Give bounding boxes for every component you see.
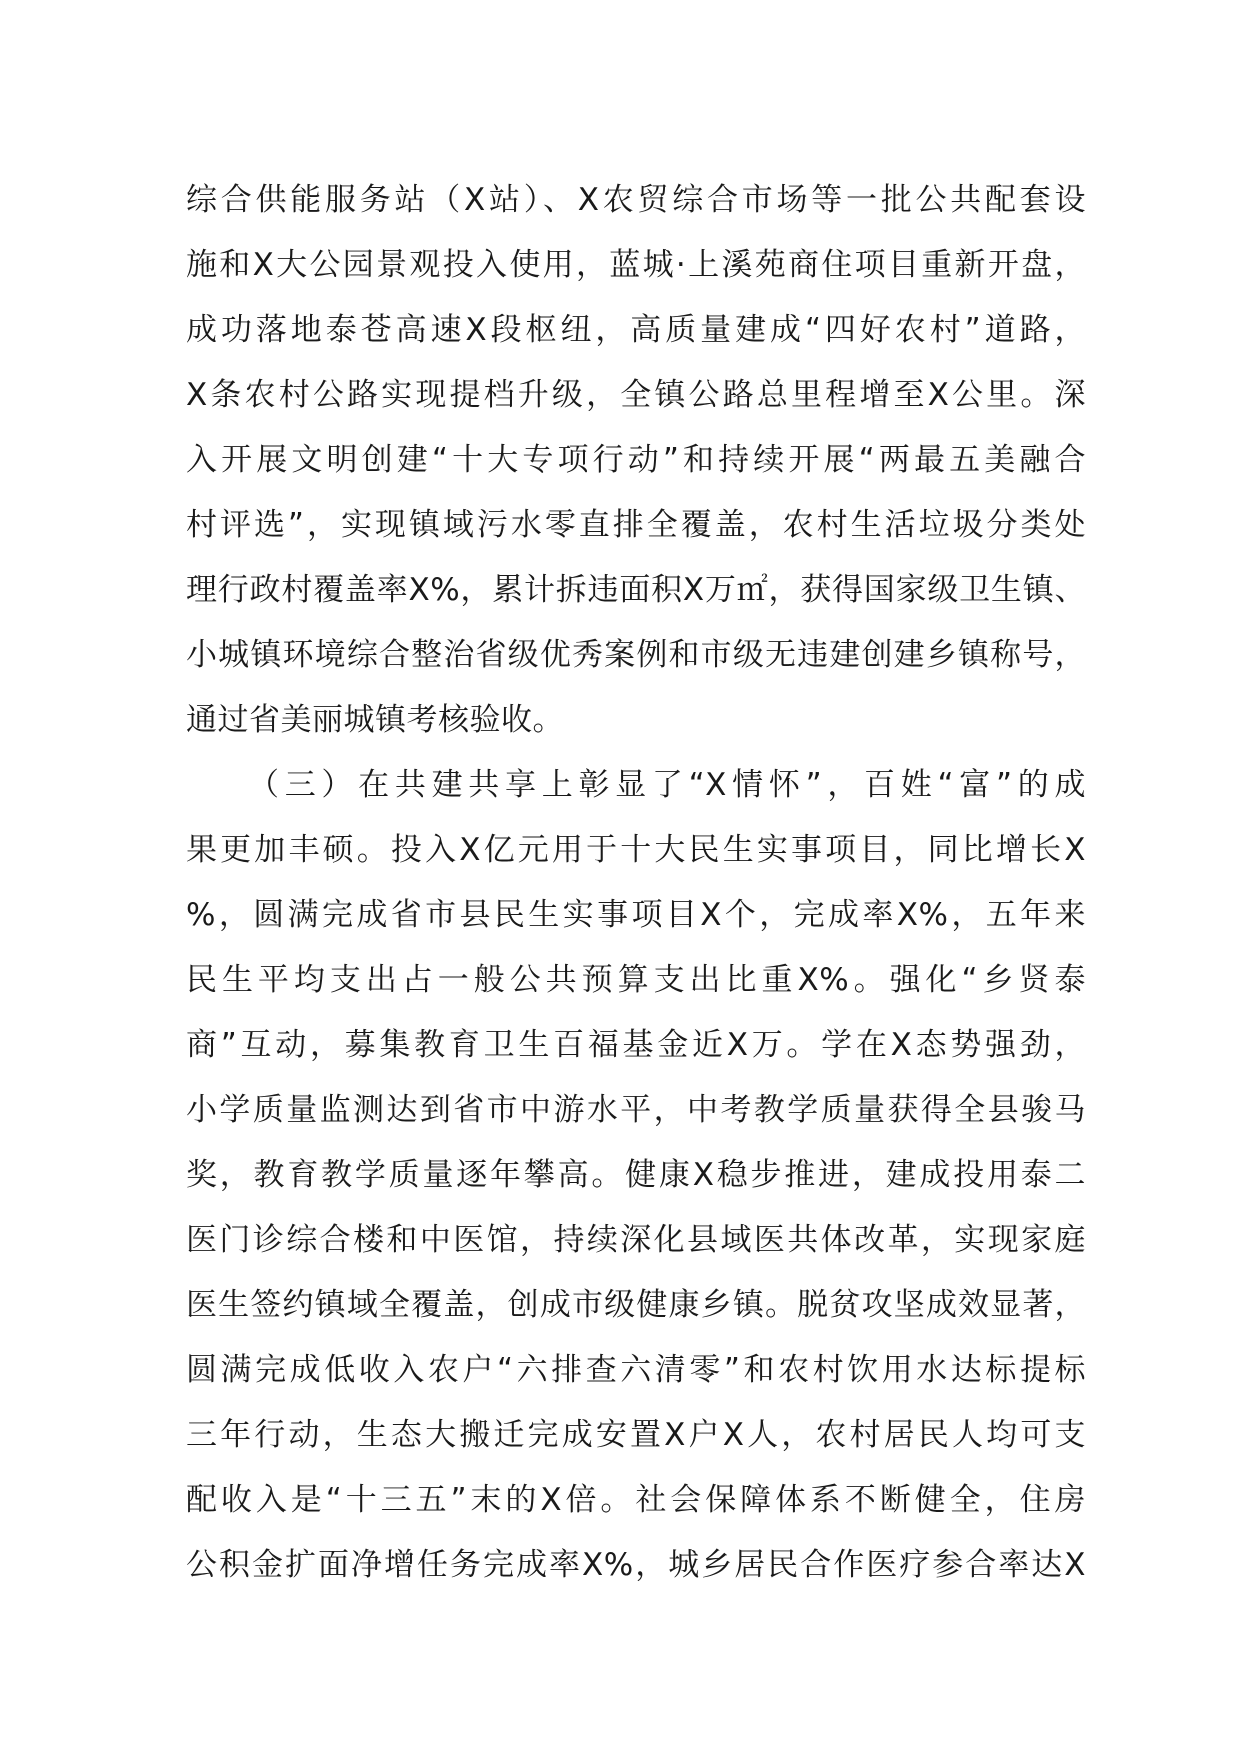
text-line: 医门诊综合楼和中医馆，持续深化县域医共体改革，实现家庭	[186, 1222, 1086, 1258]
text-line: 圆满完成低收入农户“六排查六清零”和农村饮用水达标提标	[186, 1352, 1086, 1388]
text-line: 配收入是“十三五”末的X倍。社会保障体系不断健全，住房	[186, 1482, 1086, 1518]
text-line: 医生签约镇域全覆盖，创成市级健康乡镇。脱贫攻坚成效显著，	[186, 1287, 1086, 1323]
text-line: 商”互动，募集教育卫生百福基金近X万。学在X态势强劲，	[186, 1027, 1086, 1063]
body-text	[186, 168, 1086, 1598]
text-line: 小城镇环境综合整治省级优秀案例和市级无违建创建乡镇称号，	[186, 637, 1086, 673]
text-line: 奖，教育教学质量逐年攀高。健康X稳步推进，建成投用泰二	[186, 1157, 1086, 1193]
text-line: 果更加丰硕。投入X亿元用于十大民生实事项目，同比增长X	[186, 832, 1086, 868]
text-line: X条农村公路实现提档升级，全镇公路总里程增至X公里。深	[186, 377, 1086, 413]
paragraph-end-line: 通过省美丽城镇考核验收。	[186, 702, 564, 738]
text-line: 入开展文明创建“十大专项行动”和持续开展“两最五美融合	[186, 442, 1086, 478]
text-line: 综合供能服务站（X站）、X农贸综合市场等一批公共配套设	[186, 182, 1086, 218]
text-line: 民生平均支出占一般公共预算支出比重X%。强化“乡贤泰	[186, 962, 1086, 998]
text-line: 村评选”，实现镇域污水零直排全覆盖，农村生活垃圾分类处	[186, 507, 1086, 543]
text-line: 公积金扩面净增任务完成率X%，城乡居民合作医疗参合率达X	[186, 1547, 1086, 1583]
text-line: 成功落地泰苍高速X段枢纽，高质量建成“四好农村”道路，	[186, 312, 1086, 348]
text-line: 理行政村覆盖率X%，累计拆违面积X万㎡，获得国家级卫生镇、	[186, 572, 1086, 608]
text-line: %，圆满完成省市县民生实事项目X个，完成率X%，五年来	[186, 897, 1086, 933]
text-line: 施和X大公园景观投入使用，蓝城·上溪苑商住项目重新开盘，	[186, 247, 1086, 283]
text-line: 三年行动，生态大搬迁完成安置X户X人，农村居民人均可支	[186, 1417, 1086, 1453]
text-line: 小学质量监测达到省市中游水平，中考教学质量获得全县骏马	[186, 1092, 1086, 1128]
section-heading-line: （三）在共建共享上彰显了“X情怀”，百姓“富”的成	[248, 767, 1086, 803]
